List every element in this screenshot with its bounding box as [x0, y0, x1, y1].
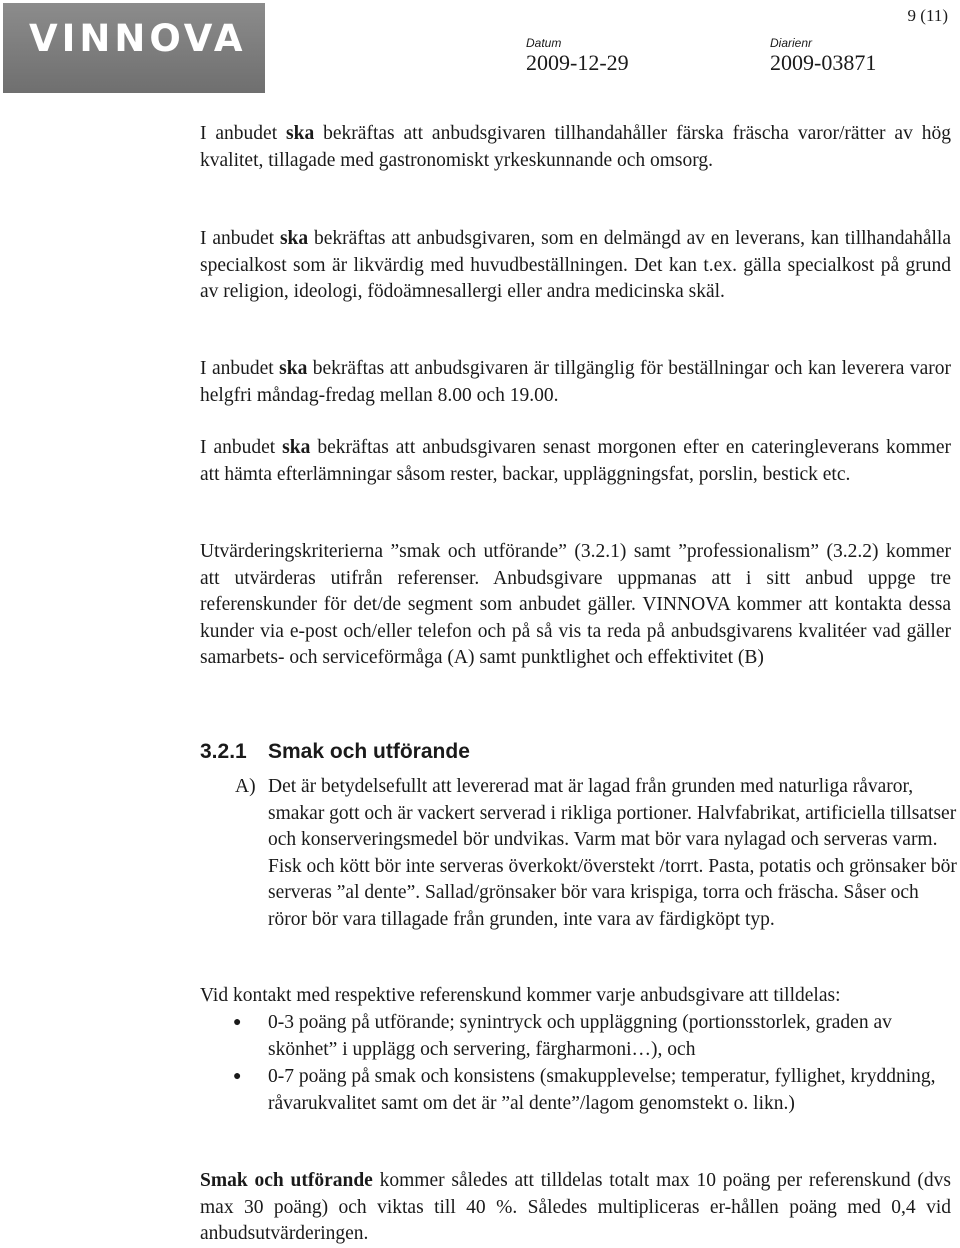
date-value: 2009-12-29: [526, 50, 629, 75]
section-number: 3.2.1: [200, 740, 247, 763]
date-label: Datum: [526, 36, 562, 50]
diarienr-value: 2009-03871: [770, 50, 877, 75]
bullet-icon: ●: [233, 1015, 242, 1030]
paragraph-fresh-food: I anbudet ska bekräftas att anbudsgivaren tillhandahåller färska fräscha varor/rätter av hög kvalitet, tillagade med gastronomiskt yrkeskunnande och omsorg.: [200, 123, 951, 171]
scoring-intro: Vid kontakt med respektive referenskund kommer varje anbudsgivare att tilldelas:: [200, 985, 841, 1006]
item-a-text: Det är betydelsefullt att levererad mat är lagad från grunden med naturliga råvaror, smakar gott och är vackert serverad i rikliga portioner. Halvfabrikat, artificiella tillsatser och konserveringsmedel bör undvikas. Varm mat bör vara nylagad och serveras varm. Fisk och kött bör inte serveras överkokt/överstekt /torrt. Pasta, potatis och grönsaker bör serveras ”al dente”. Sallad/grönsaker bör vara krispiga, torra och fräscha. Såser och röror bör vara tillagade från grunden, inte vara av färdigköpt typ.: [268, 776, 957, 930]
page-number: 9 (11): [907, 6, 948, 25]
bullet-item: 0-7 poäng på smak och konsistens (smakupplevelse; temperatur, fyllighet, kryddning, råvarukvalitet samt om det är ”al dente”/lagom genomstekt o. likn.): [268, 1066, 936, 1114]
paragraph-pickup: I anbudet ska bekräftas att anbudsgivaren senast morgonen efter en cateringleverans kommer att hämta efterlämningar såsom rester, backar, uppläggningsfat, porslin, bestick etc.: [200, 437, 951, 485]
paragraph-availability: I anbudet ska bekräftas att anbudsgivaren är tillgänglig för beställningar och kan leverera varor helgfri måndag-fredag mellan 8.00 och 19.00.: [200, 358, 951, 406]
section-heading: [200, 740, 470, 764]
logo-text: VINNOVA: [29, 17, 247, 60]
paragraph-evaluation-criteria: Utvärderingskriterierna ”smak och utförande” (3.2.1) samt ”professionalism” (3.2.2) kommer att utvärderas utifrån referenser. Anbudsgivare uppmanas att i sitt anbud uppge tre referenskunder för det/de segment som anbudet gäller. VINNOVA kommer att kontakta dessa kunder via e-post och/eller telefon och på så vis ta reda på anbudsgivarens kvalitéer vad gäller samarbets- och serviceförmåga (A) samt punktlighet och effektivitet (B): [200, 541, 951, 668]
diarienr-label: Diarienr: [770, 36, 813, 50]
vinnova-logo: [3, 3, 265, 93]
bullet-icon: ●: [233, 1069, 242, 1084]
section-title: Smak och utförande: [268, 740, 470, 763]
item-marker: A): [235, 776, 256, 797]
paragraph-summary: Smak och utförande kommer således att tilldelas totalt max 10 poäng per referenskund (dvs max 30 poäng) och viktas till 40 %. Således multipliceras er-hållen poäng med 0,4 vid anbudsutvärderingen.: [200, 1170, 951, 1244]
bullet-item: 0-3 poäng på utförande; synintryck och uppläggning (portionsstorlek, graden av skönhet” i upplägg och servering, färgharmoni…), och: [268, 1012, 892, 1060]
paragraph-special-diet: I anbudet ska bekräftas att anbudsgivaren, som en delmängd av en leverans, kan tillhandahålla specialkost som är likvärdig med huvudbeställningen. Det kan t.ex. gälla specialkost på grund av religion, ideologi, födoämnesallergi eller andra medicinska skäl.: [200, 228, 951, 302]
